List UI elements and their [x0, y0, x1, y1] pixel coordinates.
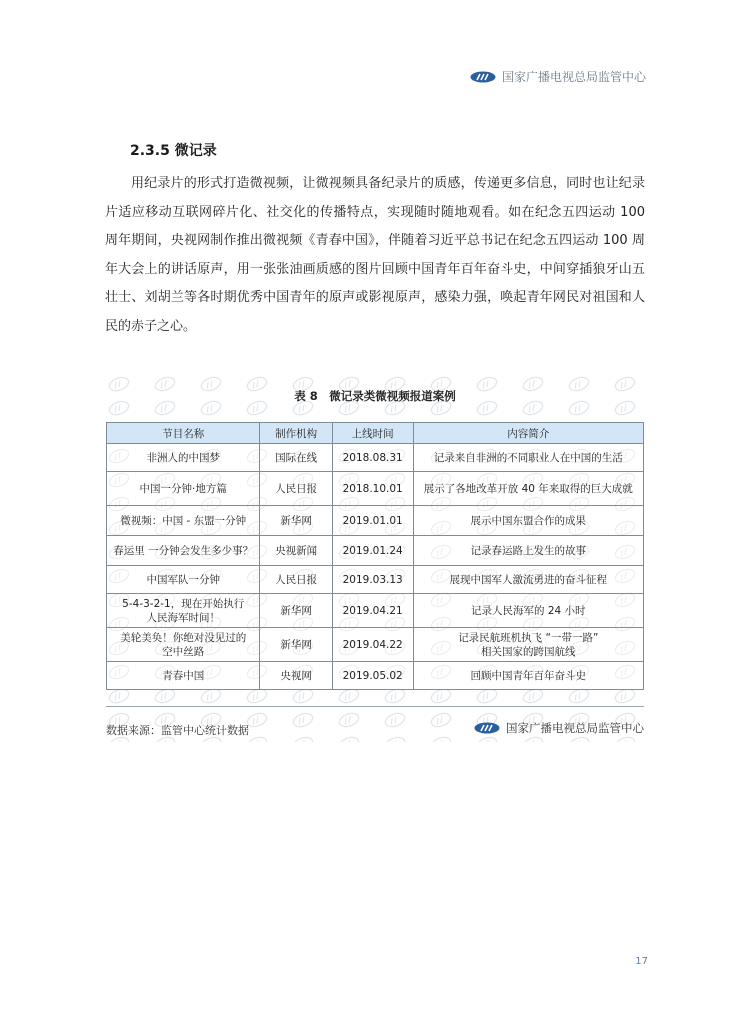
cell-date: 2019.03.13: [332, 566, 413, 594]
cell-summary: 记录人民海军的 24 小时: [413, 594, 643, 628]
cell-producer: 新华网: [260, 628, 332, 662]
cell-program: 非洲人的中国梦: [107, 444, 260, 472]
cell-date: 2019.04.22: [332, 628, 413, 662]
table-header-row: [107, 423, 644, 444]
cell-date: 2018.08.31: [332, 444, 413, 472]
bureau-logo-icon: [470, 71, 496, 83]
cell-summary: 展现中国军人激流勇进的奋斗征程: [413, 566, 643, 594]
cell-program: 美轮美奂！你绝对没见过的 空中丝路: [107, 628, 260, 662]
cell-program: 青春中国: [107, 662, 260, 690]
cell-date: 2019.01.24: [332, 536, 413, 566]
table-row: [107, 444, 644, 472]
cell-producer: 人民日报: [260, 472, 332, 506]
header-program-name: 节目名称: [107, 423, 260, 444]
table-row: [107, 566, 644, 594]
cell-date: 2019.01.01: [332, 506, 413, 536]
header-org-name: 国家广播电视总局监管中心: [501, 70, 646, 84]
cell-producer: 央视网: [260, 662, 332, 690]
cell-producer: 新华网: [260, 506, 332, 536]
cell-summary: 记录民航班机执飞 “一带一路” 相关国家的跨国航线: [413, 628, 643, 662]
data-source: 数据来源：监管中心统计数据: [106, 724, 249, 737]
table-row: [107, 628, 644, 662]
header-release-date: 上线时间: [332, 423, 413, 444]
bureau-logo-icon: [474, 722, 500, 734]
cell-summary: 记录春运路上发生的故事: [413, 536, 643, 566]
cell-summary: 展示中国东盟合作的成果: [413, 506, 643, 536]
section-title: 2.3.5 微记录: [130, 143, 217, 159]
table-row: [107, 662, 644, 690]
cases-table: [106, 422, 644, 690]
table-row: [107, 536, 644, 566]
cell-program: 微视频：中国 - 东盟一分钟: [107, 506, 260, 536]
cell-program: 春运里 一分钟会发生多少事？: [107, 536, 260, 566]
table-row: [107, 594, 644, 628]
cell-date: 2019.05.02: [332, 662, 413, 690]
cell-producer: 央视新闻: [260, 536, 332, 566]
cell-program: 5-4-3-2-1，现在开始执行 人民海军时间！: [107, 594, 260, 628]
cell-program: 中国军队一分钟: [107, 566, 260, 594]
cell-summary: 记录来自非洲的不同职业人在中国的生活: [413, 444, 643, 472]
page-number: 17: [635, 956, 648, 967]
cell-producer: 人民日报: [260, 566, 332, 594]
header-summary: 内容简介: [413, 423, 643, 444]
section-paragraph: 用纪录片的形式打造微视频，让微视频具备纪录片的质感，传递更多信息，同时也让纪录片适应移动互联网碎片化、社交化的传播特点，实现随时随地观看。如在纪念五四运动 100 周年期间，央视网制作推出微视频《青春中国》，伴随着习近平总书记在纪念五四运动 100 周年大会上的讲话原声，用一张张油画质感的图片回顾中国青年百年奋斗史，中间穿插狼牙山五壮士、刘胡兰等各时期优秀中国青年的原声或影视原声，感染力强，唤起青年网民对祖国和人民的赤子之心。: [105, 176, 645, 334]
footer-org: [474, 720, 644, 736]
footer-divider: [106, 706, 644, 707]
cell-program: 中国一分钟·地方篇: [107, 472, 260, 506]
footer-org-name: 国家广播电视总局监管中心: [506, 721, 644, 735]
table-row: [107, 506, 644, 536]
cell-producer: 新华网: [260, 594, 332, 628]
table-row: [107, 472, 644, 506]
table-title: 表 8 微记录类微视频报道案例: [294, 389, 456, 403]
cell-summary: 展示了各地改革开放 40 年来取得的巨大成就: [413, 472, 643, 506]
header-producer: 制作机构: [260, 423, 332, 444]
cell-summary: 回顾中国青年百年奋斗史: [413, 662, 643, 690]
cell-producer: 国际在线: [260, 444, 332, 472]
cell-date: 2019.04.21: [332, 594, 413, 628]
header-org: [470, 68, 646, 85]
cell-date: 2018.10.01: [332, 472, 413, 506]
